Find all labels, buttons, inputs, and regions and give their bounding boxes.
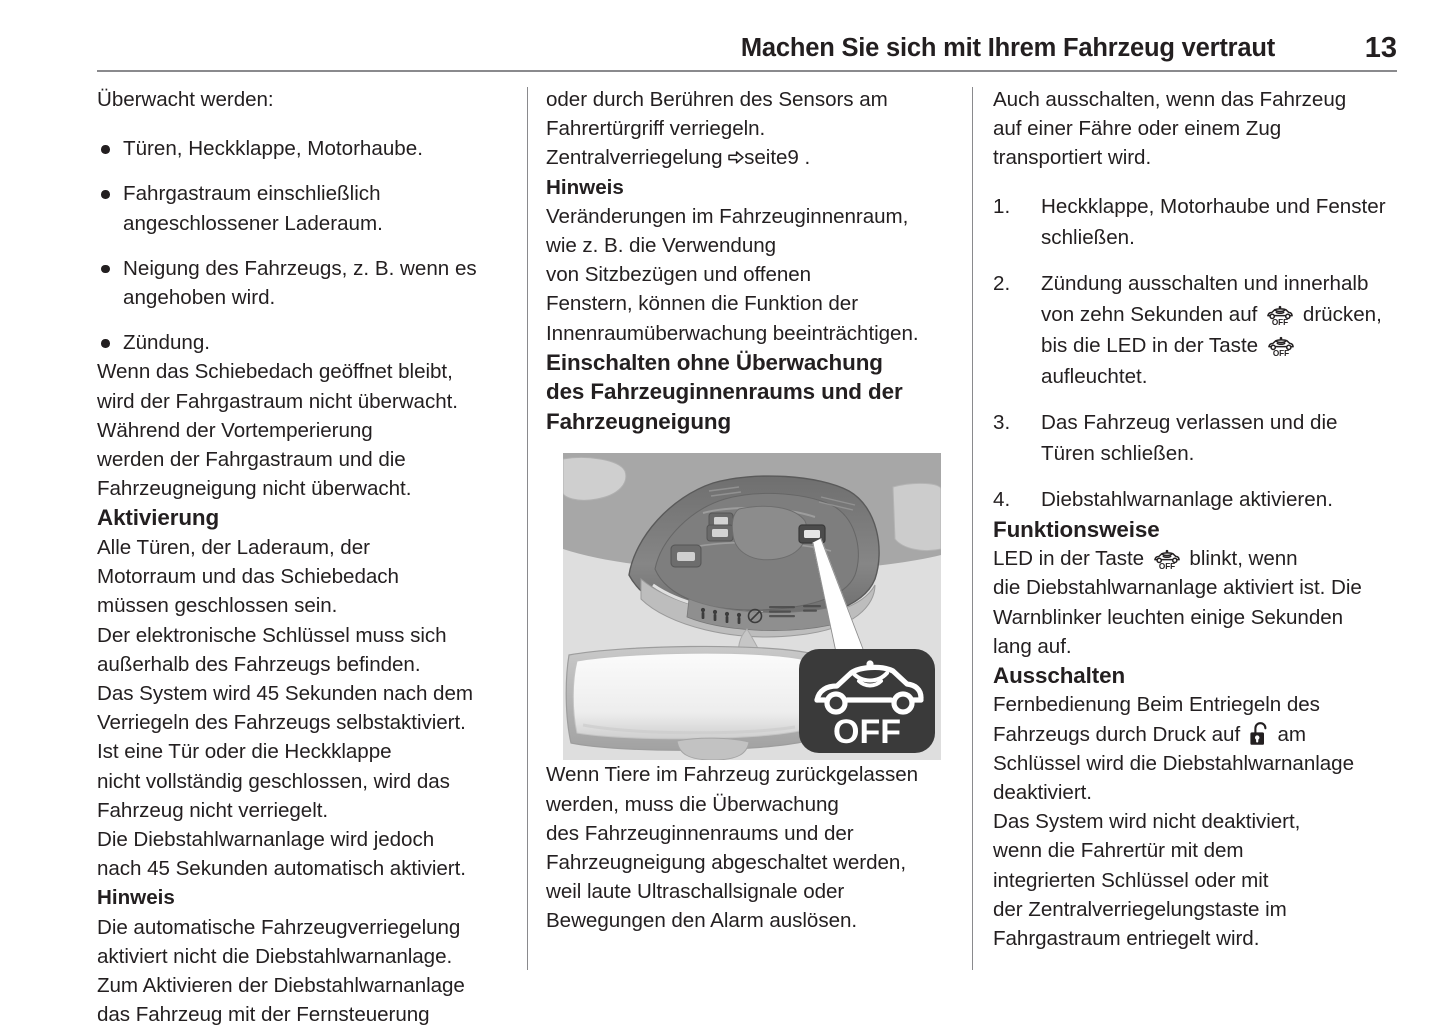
text-line: Motorraum und das Schiebedach xyxy=(97,565,399,589)
text-line: auf einer Fähre oder einem Zug xyxy=(993,117,1282,141)
svg-text:OFF: OFF xyxy=(1271,317,1289,326)
switch-off-paragraph xyxy=(993,690,1411,953)
text-line-with-icon xyxy=(993,720,1411,749)
content-columns xyxy=(0,85,1445,1027)
text-line: die Diebstahlwarnanlage aktiviert ist. Die xyxy=(993,576,1362,600)
text-line: Auch ausschalten, wenn das Fahrzeug xyxy=(993,88,1347,111)
text-fragment: Fahrzeugs durch Druck auf xyxy=(993,722,1241,746)
svg-text:OFF: OFF xyxy=(1158,562,1175,571)
list-item xyxy=(993,268,1411,392)
text-line: der Zentralverriegelungstaste im xyxy=(993,897,1287,921)
header-divider-rule xyxy=(97,70,1397,72)
text-line: Türen schließen. xyxy=(1041,441,1195,465)
list-item xyxy=(97,328,507,357)
list-item xyxy=(993,191,1411,253)
text-line: Während der Vortemperierung xyxy=(97,418,373,442)
page-header xyxy=(97,34,1397,74)
text-line: Das System wird nicht deaktiviert, xyxy=(993,810,1301,834)
text-line: Veränderungen im Fahrzeuginnenraum, xyxy=(546,204,909,228)
text-line: deaktiviert. xyxy=(993,781,1092,805)
list-item-label: Neigung des Fahrzeugs, z. B. wenn es angehoben wird. xyxy=(123,256,477,310)
bullet-dot-icon xyxy=(101,190,110,199)
text-line: Zum Aktivieren der Diebstahlwarnanlage xyxy=(97,973,465,997)
car-ultrasonic-off-icon xyxy=(1152,548,1182,570)
heading-line: Fahrzeugneigung xyxy=(546,408,732,434)
monitored-items-list xyxy=(97,134,507,357)
cross-reference-label: Zentralverriegelung xyxy=(546,146,723,170)
heading-line: des Fahrzeuginnenraums und der xyxy=(546,379,903,405)
operation-paragraph xyxy=(993,544,1411,661)
step-number: 2. xyxy=(993,271,1011,295)
text-fragment: LED in der Taste xyxy=(993,547,1145,571)
text-line: Das System wird 45 Sekunden nach dem xyxy=(97,681,473,705)
text-line: Warnblinker leuchten einige Sekunden xyxy=(993,605,1344,629)
text-line: Schlüssel wird die Diebstahlwarnanlage xyxy=(993,751,1354,775)
figure-overhead-console xyxy=(563,453,941,760)
text-line: Fernbedienung Beim Entriegeln des xyxy=(993,693,1320,717)
text-line: Der elektronische Schlüssel muss sich xyxy=(97,623,447,647)
text-line: schließen. xyxy=(1041,225,1135,249)
car-ultrasonic-off-icon xyxy=(1265,304,1295,326)
figure-caption-paragraph xyxy=(546,760,956,935)
heading-aktivierung: Aktivierung xyxy=(97,505,220,531)
column-2 xyxy=(546,85,956,936)
cross-reference-arrow-icon xyxy=(728,150,744,165)
text-line: Alle Türen, der Laderaum, der xyxy=(97,535,370,559)
heading-ausschalten: Ausschalten xyxy=(993,662,1126,688)
step-number: 3. xyxy=(993,410,1011,434)
step-number: 4. xyxy=(993,487,1011,511)
heading-einschalten-ohne-ueberwachung xyxy=(546,348,956,437)
text-fragment: am xyxy=(1277,722,1306,746)
text-fragment: von zehn Sekunden auf xyxy=(1041,302,1258,326)
bullet-dot-icon xyxy=(101,339,110,348)
note-label-hinweis: Hinweis xyxy=(546,175,624,199)
text-line: des Fahrzeuginnenraums und der xyxy=(546,821,854,845)
text-line: aufleuchtet. xyxy=(1041,364,1148,388)
text-line: Bewegungen den Alarm auslösen. xyxy=(546,909,858,933)
list-item xyxy=(97,179,507,237)
bullet-dot-icon xyxy=(101,265,110,274)
text-line: Die automatische Fahrzeugverriegelung xyxy=(97,915,461,939)
car-ultrasonic-off-icon xyxy=(1266,335,1296,357)
text-line: lang auf. xyxy=(993,634,1072,658)
heading-line: Einschalten ohne Überwachung xyxy=(546,349,883,375)
text-line: weil laute Ultraschallsignale oder xyxy=(546,880,845,904)
step-number: 1. xyxy=(993,194,1011,218)
bullet-dot-icon xyxy=(101,145,110,154)
continued-paragraph xyxy=(546,85,956,173)
list-item-label: Fahrgastraum einschließlich angeschlossener Laderaum. xyxy=(123,182,383,235)
text-line: Ist eine Tür oder die Heckklappe xyxy=(97,740,392,764)
procedure-steps-list xyxy=(993,191,1411,515)
text-fragment: blinkt, wenn xyxy=(1189,547,1298,571)
text-fragment: bis die LED in der Taste xyxy=(1041,333,1259,357)
text-line: das Fahrzeug mit der Fernsteuerung xyxy=(97,1003,430,1027)
column-divider-1 xyxy=(527,87,528,970)
svg-text:OFF: OFF xyxy=(1272,348,1290,357)
text-line: Innenraumüberwachung beeinträchtigen. xyxy=(546,321,919,345)
page-number: 13 xyxy=(1364,32,1397,64)
list-item xyxy=(97,134,507,163)
text-line: Fahrzeugneigung abgeschaltet werden, xyxy=(546,850,906,874)
text-line: wenn die Fahrertür mit dem xyxy=(993,839,1244,863)
heading-funktionsweise: Funktionsweise xyxy=(993,516,1160,542)
text-line: Fahrertürgriff verriegeln. xyxy=(546,117,766,141)
text-line: Wenn das Schiebedach geöffnet bleibt, xyxy=(97,360,453,384)
text-line: außerhalb des Fahrzeugs befinden. xyxy=(97,652,421,676)
list-item-label: Türen, Heckklappe, Motorhaube. xyxy=(123,137,423,161)
cross-reference-target[interactable]: seite9 xyxy=(744,146,799,170)
text-line: Zündung ausschalten und innerhalb xyxy=(1041,271,1369,295)
page-title: Machen Sie sich mit Ihrem Fahrzeug vertraut xyxy=(740,34,1275,62)
list-item-label: Zündung. xyxy=(123,331,211,355)
note-paragraph xyxy=(546,202,956,348)
note-label-hinweis: Hinweis xyxy=(97,886,175,910)
list-item xyxy=(993,484,1411,515)
text-line: transportiert wird. xyxy=(993,146,1152,170)
cross-reference-line xyxy=(546,143,956,172)
text-line-with-icon xyxy=(1041,330,1411,361)
column-3 xyxy=(993,85,1411,953)
text-line: werden, muss die Überwachung xyxy=(546,792,839,816)
text-line: Fenstern, können die Funktion der xyxy=(546,292,859,316)
text-line: Heckklappe, Motorhaube und Fenster xyxy=(1041,194,1386,218)
sunroof-paragraph xyxy=(97,357,507,503)
text-line: von Sitzbezügen und offenen xyxy=(546,263,812,287)
text-line: Diebstahlwarnanlage aktivieren. xyxy=(1041,487,1333,511)
column-divider-2 xyxy=(972,87,973,970)
text-line: integrierten Schlüssel oder mit xyxy=(993,868,1269,892)
intro-paragraph xyxy=(993,85,1411,173)
text-line: Fahrzeugneigung nicht überwacht. xyxy=(97,477,412,501)
text-line-with-icon xyxy=(1041,299,1411,330)
activation-paragraph xyxy=(97,533,507,883)
note-paragraph xyxy=(97,913,507,1029)
text-line: Die Diebstahlwarnanlage wird jedoch xyxy=(97,827,435,851)
text-line: Das Fahrzeug verlassen und die xyxy=(1041,410,1338,434)
monitored-intro: Überwacht werden: xyxy=(97,88,274,111)
text-line: Wenn Tiere im Fahrzeug zurückgelassen xyxy=(546,763,919,787)
figure-illustration xyxy=(563,453,941,760)
text-line: müssen geschlossen sein. xyxy=(97,594,338,618)
cross-reference-suffix: . xyxy=(804,146,811,170)
text-line: oder durch Berühren des Sensors am xyxy=(546,88,888,111)
text-line: nicht vollständig geschlossen, wird das xyxy=(97,769,450,793)
text-line: nach 45 Sekunden automatisch aktiviert. xyxy=(97,857,466,881)
text-line: wird der Fahrgastraum nicht überwacht. xyxy=(97,389,458,413)
text-line-with-icon xyxy=(993,544,1411,573)
list-item xyxy=(993,407,1411,469)
text-line: aktiviert nicht die Diebstahlwarnanlage. xyxy=(97,944,453,968)
text-line: wie z. B. die Verwendung xyxy=(546,234,777,258)
text-line: werden der Fahrgastraum und die xyxy=(97,448,406,472)
text-line: Verriegeln des Fahrzeugs selbstaktiviert. xyxy=(97,711,466,735)
unlock-padlock-icon xyxy=(1249,721,1269,747)
text-fragment: drücken, xyxy=(1302,302,1382,326)
column-1 xyxy=(97,85,507,1029)
text-line: Fahrzeug nicht verriegelt. xyxy=(97,798,329,822)
text-line: Fahrgastraum entriegelt wird. xyxy=(993,927,1260,951)
callout-off-label: OFF xyxy=(833,713,901,752)
list-item xyxy=(97,254,507,312)
